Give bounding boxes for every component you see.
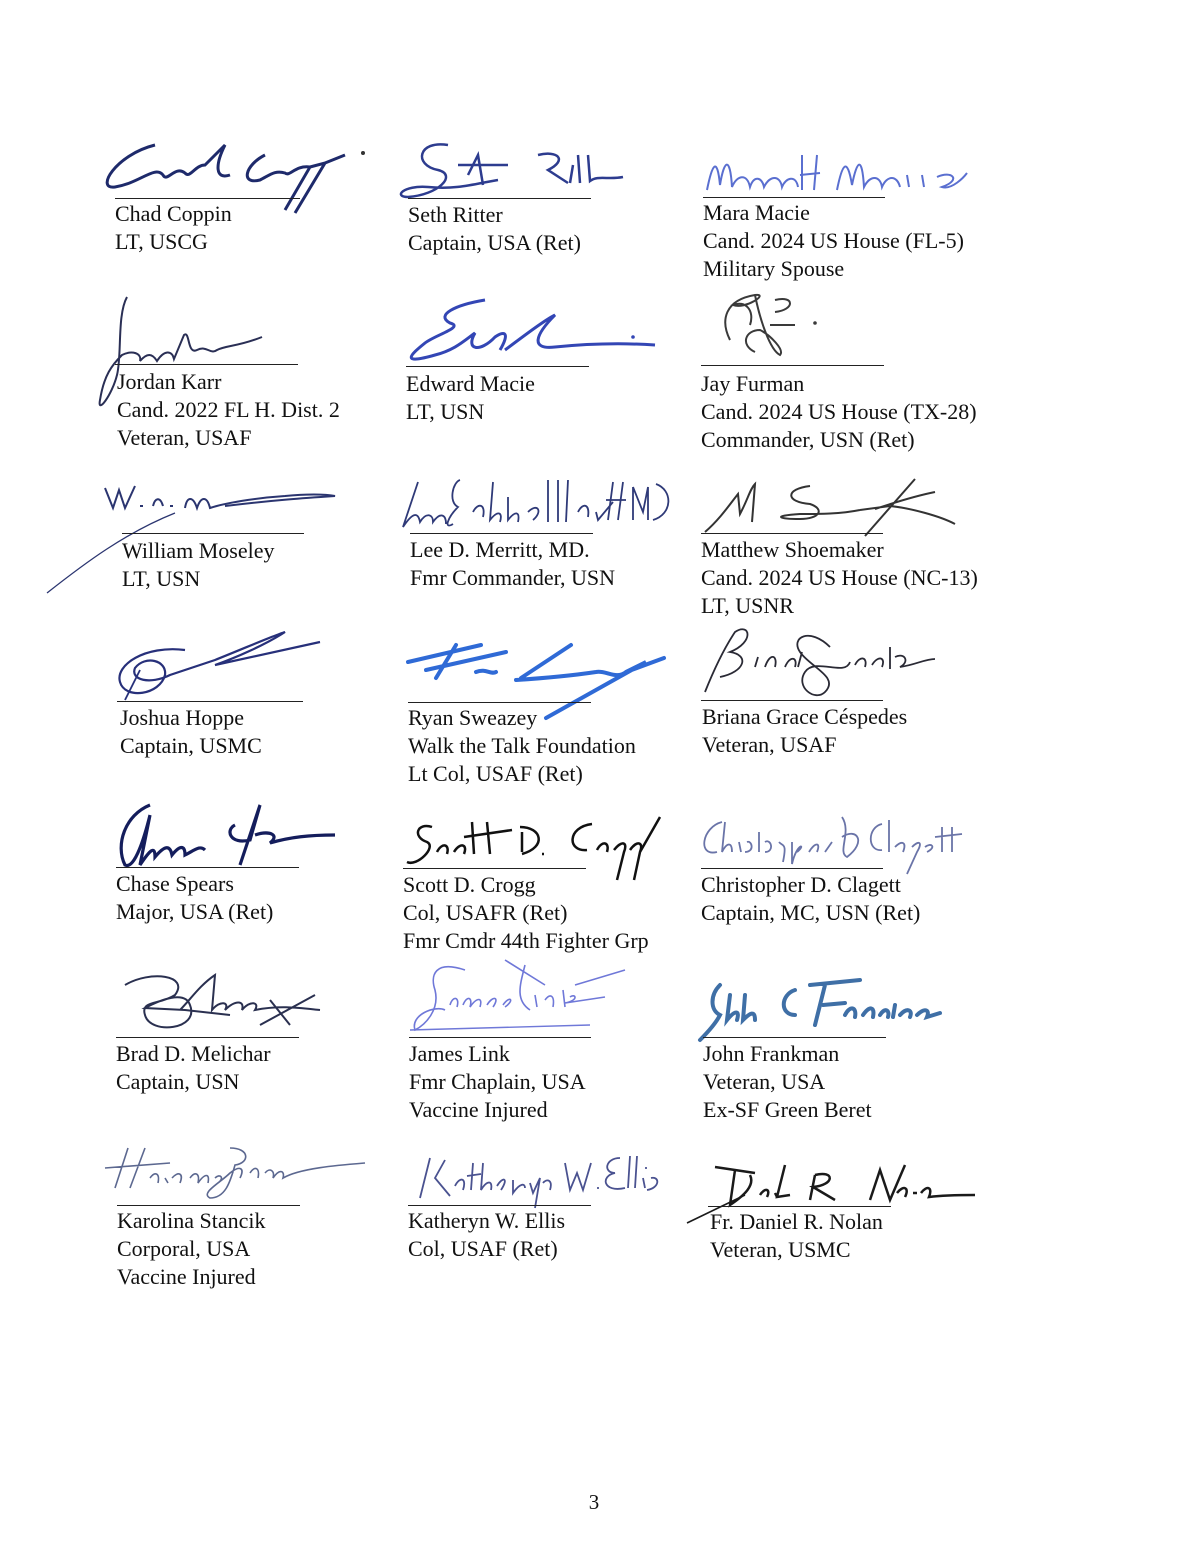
signature-line <box>410 533 593 534</box>
signatory-name: John Frankman <box>703 1041 840 1066</box>
signatory-title: Captain, USA (Ret) <box>408 230 581 255</box>
handwritten-signature <box>120 970 330 1040</box>
signatory-name: Fr. Daniel R. Nolan <box>710 1209 883 1234</box>
handwritten-signature <box>697 812 967 874</box>
signatory-title: Fmr Cmdr 44th Fighter Grp <box>403 928 649 953</box>
signature-line <box>703 1037 886 1038</box>
signatory-name: Jay Furman <box>701 371 805 396</box>
signatory-title: Veteran, USAF <box>117 425 252 450</box>
signatory-title: Cand. 2024 US House (TX-28) <box>701 399 977 424</box>
signatory-title: Walk the Talk Foundation <box>408 733 636 758</box>
signatory-name: Briana Grace Céspedes <box>702 704 908 729</box>
signatory-name: Chad Coppin <box>115 201 232 226</box>
signatory-title: Captain, MC, USN (Ret) <box>701 900 921 925</box>
signatory-name: Chase Spears <box>116 871 234 896</box>
signatory-title: Major, USA (Ret) <box>116 899 274 924</box>
signatory-title: Veteran, USMC <box>710 1237 851 1262</box>
signature-line <box>701 700 883 701</box>
signatory-name: Karolina Stancik <box>117 1208 266 1233</box>
signatory-title: Vaccine Injured <box>409 1097 548 1122</box>
signatory-title: LT, USCG <box>115 229 208 254</box>
handwritten-signature <box>702 145 972 200</box>
signatory-title: Veteran, USAF <box>702 732 837 757</box>
signatory-title: Captain, USMC <box>120 733 262 758</box>
signature-line <box>408 198 591 199</box>
signatory-title: Lt Col, USAF (Ret) <box>408 761 583 786</box>
signatory-name: Brad D. Melichar <box>116 1041 271 1066</box>
signatory-title: Cand. 2022 FL H. Dist. 2 <box>117 397 340 422</box>
handwritten-signature <box>405 955 645 1040</box>
signatory-title: Veteran, USA <box>703 1069 826 1094</box>
signatory-name: Christopher D. Clagett <box>701 872 901 897</box>
signatory-title: Cand. 2024 US House (NC-13) <box>701 565 978 590</box>
signature-line <box>116 1037 299 1038</box>
signature-line <box>408 1205 591 1206</box>
handwritten-signature <box>398 472 668 534</box>
page-number: 3 <box>588 1490 600 1514</box>
signature-line <box>701 365 884 366</box>
signatory-title: Ex-SF Green Beret <box>703 1097 872 1122</box>
signature-line <box>117 1205 300 1206</box>
signatory-title: Fmr Chaplain, USA <box>409 1069 586 1094</box>
signature-line <box>117 701 303 702</box>
signatory-title: Corporal, USA <box>117 1236 251 1261</box>
signatory-title: LT, USNR <box>701 593 794 618</box>
signature-line <box>701 533 883 534</box>
signatory-name: Edward Macie <box>406 371 535 396</box>
signatory-name: Scott D. Crogg <box>403 872 536 897</box>
handwritten-signature <box>100 1143 375 1208</box>
signature-line <box>122 533 304 534</box>
handwritten-signature <box>395 295 660 370</box>
signatory-name: Seth Ritter <box>408 202 503 227</box>
signature-line <box>115 198 300 199</box>
signature-line <box>701 868 883 869</box>
handwritten-signature <box>700 617 925 707</box>
handwritten-signature <box>715 290 835 370</box>
signatory-title: Captain, USN <box>116 1069 240 1094</box>
signature-line <box>406 366 589 367</box>
signatory-name: Jordan Karr <box>117 369 222 394</box>
signatory-title: Cand. 2024 US House (FL-5) <box>703 228 964 253</box>
signatory-name: Lee D. Merritt, MD. <box>410 537 590 562</box>
signatory-title: LT, USN <box>406 399 485 424</box>
signature-line <box>408 702 591 703</box>
signature-line <box>409 1037 591 1038</box>
handwritten-signature <box>110 795 340 875</box>
signatory-title: Military Spouse <box>703 256 845 281</box>
signatory-name: James Link <box>409 1041 510 1066</box>
handwritten-signature <box>105 620 330 705</box>
signatory-title: Commander, USN (Ret) <box>701 427 915 452</box>
handwritten-signature <box>415 1148 665 1213</box>
signatory-name: William Moseley <box>122 538 275 563</box>
signatory-name: Katheryn W. Ellis <box>408 1208 566 1233</box>
signatory-title: Fmr Commander, USN <box>410 565 616 590</box>
handwritten-signature <box>700 474 955 536</box>
signature-line <box>708 1206 891 1207</box>
signature-line <box>115 364 298 365</box>
signatory-name: Ryan Sweazey <box>408 705 538 730</box>
signatory-name: Matthew Shoemaker <box>701 537 884 562</box>
signatory-title: LT, USN <box>122 566 201 591</box>
handwritten-signature <box>695 975 955 1045</box>
signature-line <box>703 197 885 198</box>
signatory-name: Mara Macie <box>703 200 810 225</box>
signature-line <box>403 868 586 869</box>
signatory-title: Col, USAFR (Ret) <box>403 900 568 925</box>
signatory-name: Joshua Hoppe <box>120 705 245 730</box>
signature-line <box>116 867 299 868</box>
signatory-title: Col, USAF (Ret) <box>408 1236 558 1261</box>
signatory-title: Vaccine Injured <box>117 1264 256 1289</box>
